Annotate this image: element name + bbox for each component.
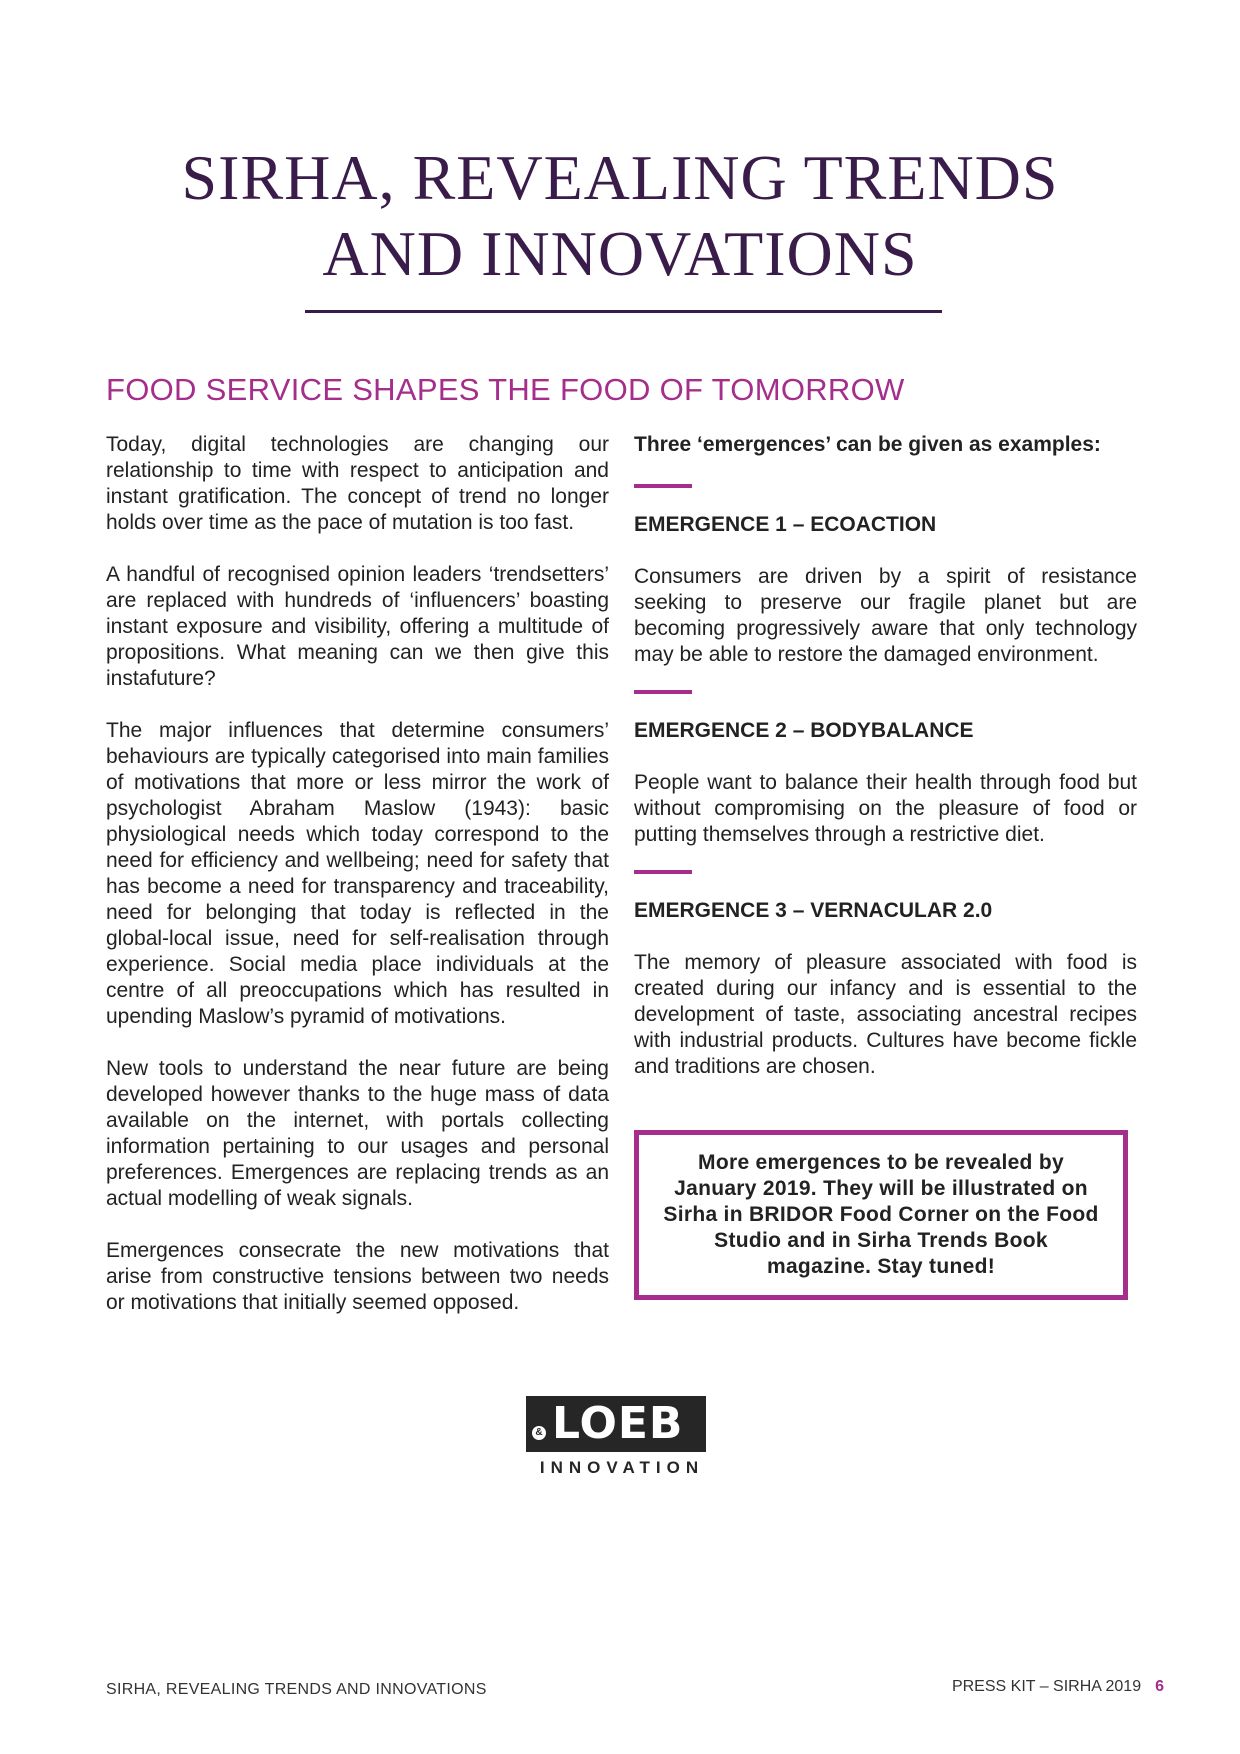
emergence-block-1 bbox=[634, 484, 1137, 668]
emergence-divider bbox=[634, 870, 692, 874]
paragraph: New tools to understand the near future are being developed however thanks to the huge mass of data available on the internet, with portals collecting information pertaining to our usages and personal preferences. Emergences are replacing trends as an actual modelling of weak signals. bbox=[106, 1057, 609, 1210]
page-title-line-1: SIRHA, REVEALING TRENDS bbox=[181, 142, 1059, 213]
page-title-line-2: AND INNOVATIONS bbox=[322, 218, 918, 289]
emergence-body: People want to balance their health through food but without compromising on the pleasure of food or putting themselves through a restrictive diet. bbox=[634, 771, 1137, 846]
emergence-title: EMERGENCE 2 – BODYBALANCE bbox=[634, 719, 974, 742]
emergence-divider bbox=[634, 484, 692, 488]
logo-wordmark: LOEB bbox=[552, 1398, 684, 1449]
page-number: 6 bbox=[1155, 1678, 1164, 1695]
emergence-body: Consumers are driven by a spirit of resistance seeking to preserve our fragile planet but are becoming progressively aware that only technology may be able to restore the damaged environment. bbox=[634, 565, 1137, 666]
footer-right bbox=[952, 1678, 1164, 1696]
right-column bbox=[634, 432, 1137, 1152]
emergence-body: The memory of pleasure associated with food is created during our infancy and is essential to the development of taste, associating ancestral recipes with industrial products. Cultures have become fickle and traditions are chosen. bbox=[634, 951, 1137, 1078]
paragraph: Emergences consecrate the new motivations that arise from constructive tensions between two needs or motivations that initially seemed opposed. bbox=[106, 1239, 609, 1314]
paragraph: A handful of recognised opinion leaders ‘trendsetters’ are replaced with hundreds of ‘influencers’ boasting instant exposure and visibility, offering a multitude of propositions. What meaning can we then give this instafuture? bbox=[106, 563, 609, 690]
page-title bbox=[120, 140, 1120, 292]
emergence-title: EMERGENCE 3 – VERNACULAR 2.0 bbox=[634, 899, 993, 922]
emergence-title: EMERGENCE 1 – ECOACTION bbox=[634, 513, 937, 536]
loeb-innovation-logo bbox=[526, 1396, 712, 1478]
emergence-block-3 bbox=[634, 870, 1137, 1080]
callout-box bbox=[634, 1130, 1128, 1300]
section-heading: FOOD SERVICE SHAPES THE FOOD OF TOMORROW bbox=[106, 372, 905, 407]
logo-subtitle: INNOVATION bbox=[539, 1458, 705, 1477]
title-divider bbox=[305, 310, 942, 313]
emergences-intro: Three ‘emergences’ can be given as examples: bbox=[634, 433, 1101, 456]
emergence-divider bbox=[634, 690, 692, 694]
emergence-block-2 bbox=[634, 690, 1137, 848]
paragraph: Today, digital technologies are changing our relationship to time with respect to anticipation and instant gratification. The concept of trend no longer holds over time as the pace of mutation is too fast. bbox=[106, 433, 609, 534]
footer-press-kit: PRESS KIT – SIRHA 2019 bbox=[951, 1678, 1142, 1695]
paragraph: The major influences that determine consumers’ behaviours are typically categorised into main families of motivations that more or less mirror the work of psychologist Abraham Maslow (1943): basic physiological needs which today correspond to the need for efficiency and wellbeing; need for safety that has become a need for transparency and traceability, need for belonging that today is reflected in the global-local issue, need for self-realisation through experience. Social media place individuals at the centre of all preoccupations which has resulted in upending Maslow’s pyramid of motivations. bbox=[106, 719, 609, 1028]
logo-ampersand: & bbox=[532, 1426, 546, 1440]
footer-title: SIRHA, REVEALING TRENDS AND INNOVATIONS bbox=[106, 1681, 487, 1698]
logo-mark bbox=[526, 1396, 706, 1452]
callout-text: More emergences to be revealed by January 2019. They will be illustrated on Sirha in BRIDOR Food Corner on the Food Studio and in Sirha Trends Book magazine. Stay tuned! bbox=[663, 1151, 1099, 1278]
left-column bbox=[106, 432, 609, 1342]
